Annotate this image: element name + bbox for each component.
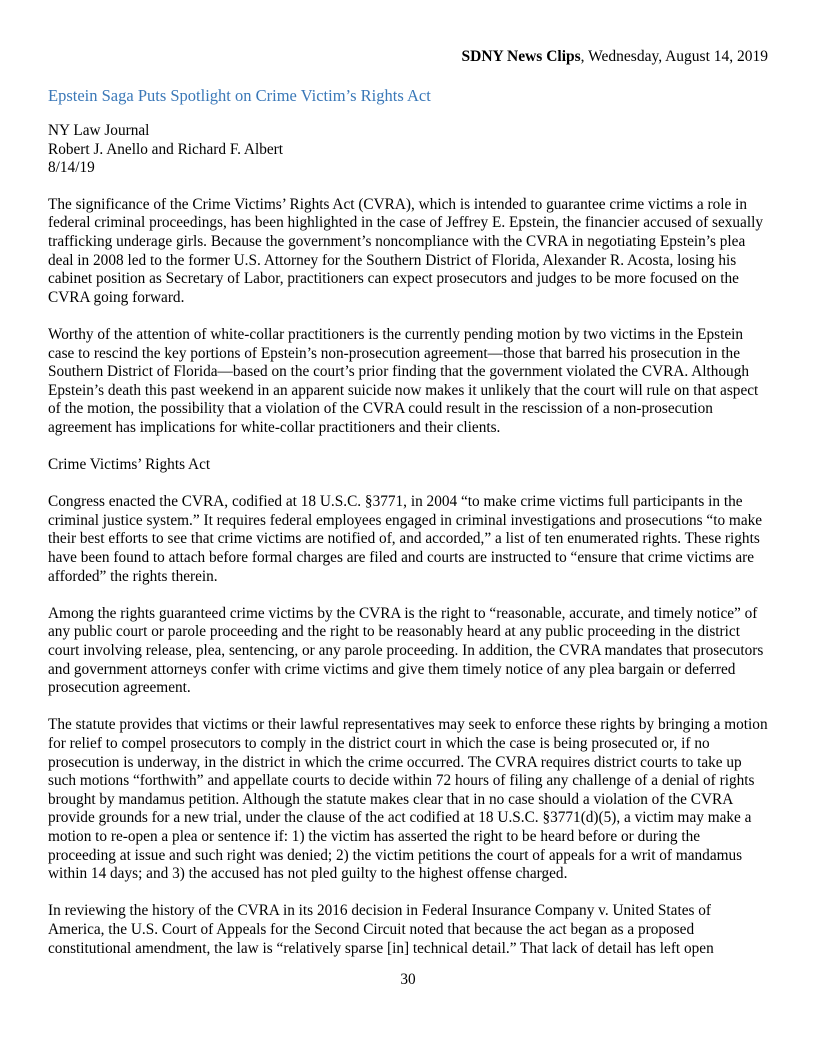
article-source: NY Law Journal <box>48 122 150 139</box>
article-body <box>48 86 770 977</box>
article-meta <box>48 122 770 178</box>
paragraph: Congress enacted the CVRA, codified at 18 U.S.C. §3771, in 2004 “to make crime victims full participants in the criminal justice system.” It requires federal employees engaged in criminal investigations and prosecutions “to make their best efforts to see that crime victims are notified of, and accorded,” a list of ten enumerated rights. These rights have been found to attach before formal charges are filed and courts are instructed to “ensure that crime victims are afforded” the rights therein. <box>48 493 763 585</box>
header-date: , Wednesday, August 14, 2019 <box>580 48 768 65</box>
section-heading: Crime Victims’ Rights Act <box>48 456 211 474</box>
article-date: 8/14/19 <box>48 159 95 177</box>
paragraph: In reviewing the history of the CVRA in its 2016 decision in Federal Insurance Company v. United States of America, the U.S. Court of Appeals for the Second Circuit noted that because the act began as a proposed constitutional amendment, the law is “relatively sparse [in] technical detail.” That lack of detail has left open <box>48 902 714 957</box>
page-number: 30 <box>400 971 416 988</box>
publication-name: SDNY News Clips <box>461 48 581 65</box>
paragraph: The statute provides that victims or their lawful representatives may seek to enforce these rights by bringing a motion for relief to compel prosecutors to comply in the district court in which the case is being prosecuted or, if no prosecution is underway, in the district in which the crime occurred. The CVRA requires district courts to take up such motions “forthwith” and appellate courts to decide within 72 hours of filing any challenge of a denial of rights brought by mandamus petition. Although the statute makes clear that in no case should a violation of the CVRA provide grounds for a new trial, under the clause of the act codified at 18 U.S.C. §3771(d)(5), a victim may make a motion to re-open a plea or sentence if: 1) the victim has asserted the right to be heard before or during the proceeding at issue and such right was denied; 2) the victim petitions the court of appeals for a writ of mandamus within 14 days; and 3) the accused has not pled guilty to the highest offense charged. <box>48 716 768 883</box>
paragraph: Among the rights guaranteed crime victims by the CVRA is the right to “reasonable, accurate, and timely notice” of any public court or parole proceeding and the right to be reasonably heard at any public proceeding in the district court involving release, plea, sentencing, or any parole proceeding. In addition, the CVRA mandates that prosecutors and government attorneys confer with crime victims and give them timely notice of any plea bargain or deferred prosecution agreement. <box>48 604 764 697</box>
paragraph: The significance of the Crime Victims’ Rights Act (CVRA), which is intended to guarantee crime victims a role in federal criminal proceedings, has been highlighted in the case of Jeffrey E. Epstein, the financier accused of sexually trafficking underage girls. Because the government’s noncompliance with the CVRA in negotiating Epstein’s plea deal in 2008 led to the former U.S. Attorney for the Southern District of Florida, Alexander R. Acosta, losing his cabinet position as Secretary of Labor, practitioners can expect prosecutors and judges to be more focused on the CVRA going forward. <box>48 195 763 306</box>
article-authors: Robert J. Anello and Richard F. Albert <box>48 140 283 158</box>
page-header <box>462 47 768 67</box>
paragraph: Worthy of the attention of white-collar practitioners is the currently pending motion by two victims in the Epstein case to rescind the key portions of Epstein’s non-prosecution agreement—those that barred his prosecution in the Southern District of Florida—based on the court’s prior finding that the government violated the CVRA. Although Epstein’s death this past weekend in an apparent suicide now makes it unlikely that the court will rule on that aspect of the motion, the possibility that a violation of the CVRA could result in the rescission of a non-prosecution agreement has implications for white-collar practitioners and their clients. <box>48 325 759 436</box>
article-headline[interactable]: Epstein Saga Puts Spotlight on Crime Victim’s Rights Act <box>48 86 431 105</box>
